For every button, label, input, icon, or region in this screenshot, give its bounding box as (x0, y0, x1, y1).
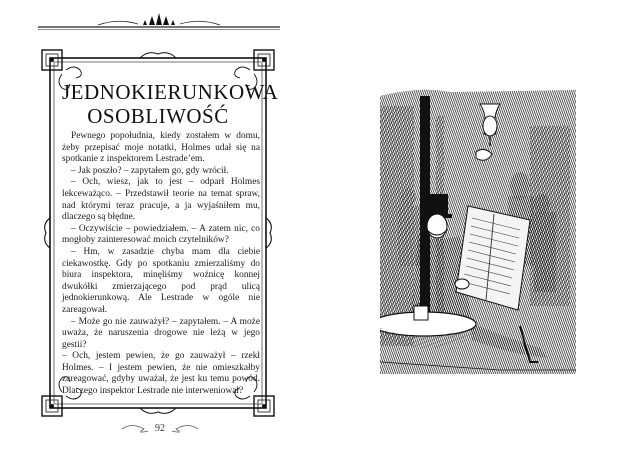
page-number: 92 (155, 423, 165, 434)
chapter-body-text (62, 131, 260, 398)
paragraph: – Och, jestem pewien, że go zauważył – rzekł Holmes. – I jestem pewien, że nie omieszkałby zareagować, gdyby uważał, że jest ku temu powód. Dlaczego inspektor Lestrade nie interweniował? (62, 351, 260, 397)
chapter-title (62, 80, 279, 128)
chapter-title-line-1: JEDNOKIERUNKOWA (62, 80, 279, 104)
right-page (318, 0, 635, 449)
paragraph: – Oczywiście – powiedziałem. – A zatem nic, co mogłoby zainteresować moich czytelników? (62, 223, 260, 246)
paragraph: Pewnego popołudnia, kiedy zostałem w domu, żeby przepisać moje notatki, Holmes udał się na spotkanie z inspektorem Lestrade’em. (62, 131, 260, 165)
gaslit-cafe-newspaper-reader-engraving-icon (380, 86, 576, 374)
paragraph: – Może go nie zauważył? – zapytałem. – A może uważa, że naruszenia drogowe nie leżą w jego gestii? (62, 316, 260, 350)
paragraph: – Jak poszło? – zapytałem go, gdy wrócił. (71, 165, 229, 176)
paragraph: – Och, wiesz, jak to jest – odparł Holmes lekceważąco. – Przedstawił teorie na temat spraw, nad którymi teraz pracuje, a ja wyjaśniłem mu, dlaczego są błędne. (62, 177, 260, 223)
top-ornament-rule-icon (38, 10, 280, 32)
paragraph: – Hm, w zasadzie chyba mam dla ciebie ciekawostkę. Gdy po spotkaniu zmierzaliśmy do biura inspektora, minęliśmy woźnicę konnej dwukółki zmierzającego pod prąd ulicą jednokierunkową. Ale Lestrade w ogóle nie zareagował. (62, 246, 260, 315)
page-number-ornament (118, 420, 202, 438)
chapter-title-line-2: OSOBLIWOŚĆ (87, 104, 229, 128)
